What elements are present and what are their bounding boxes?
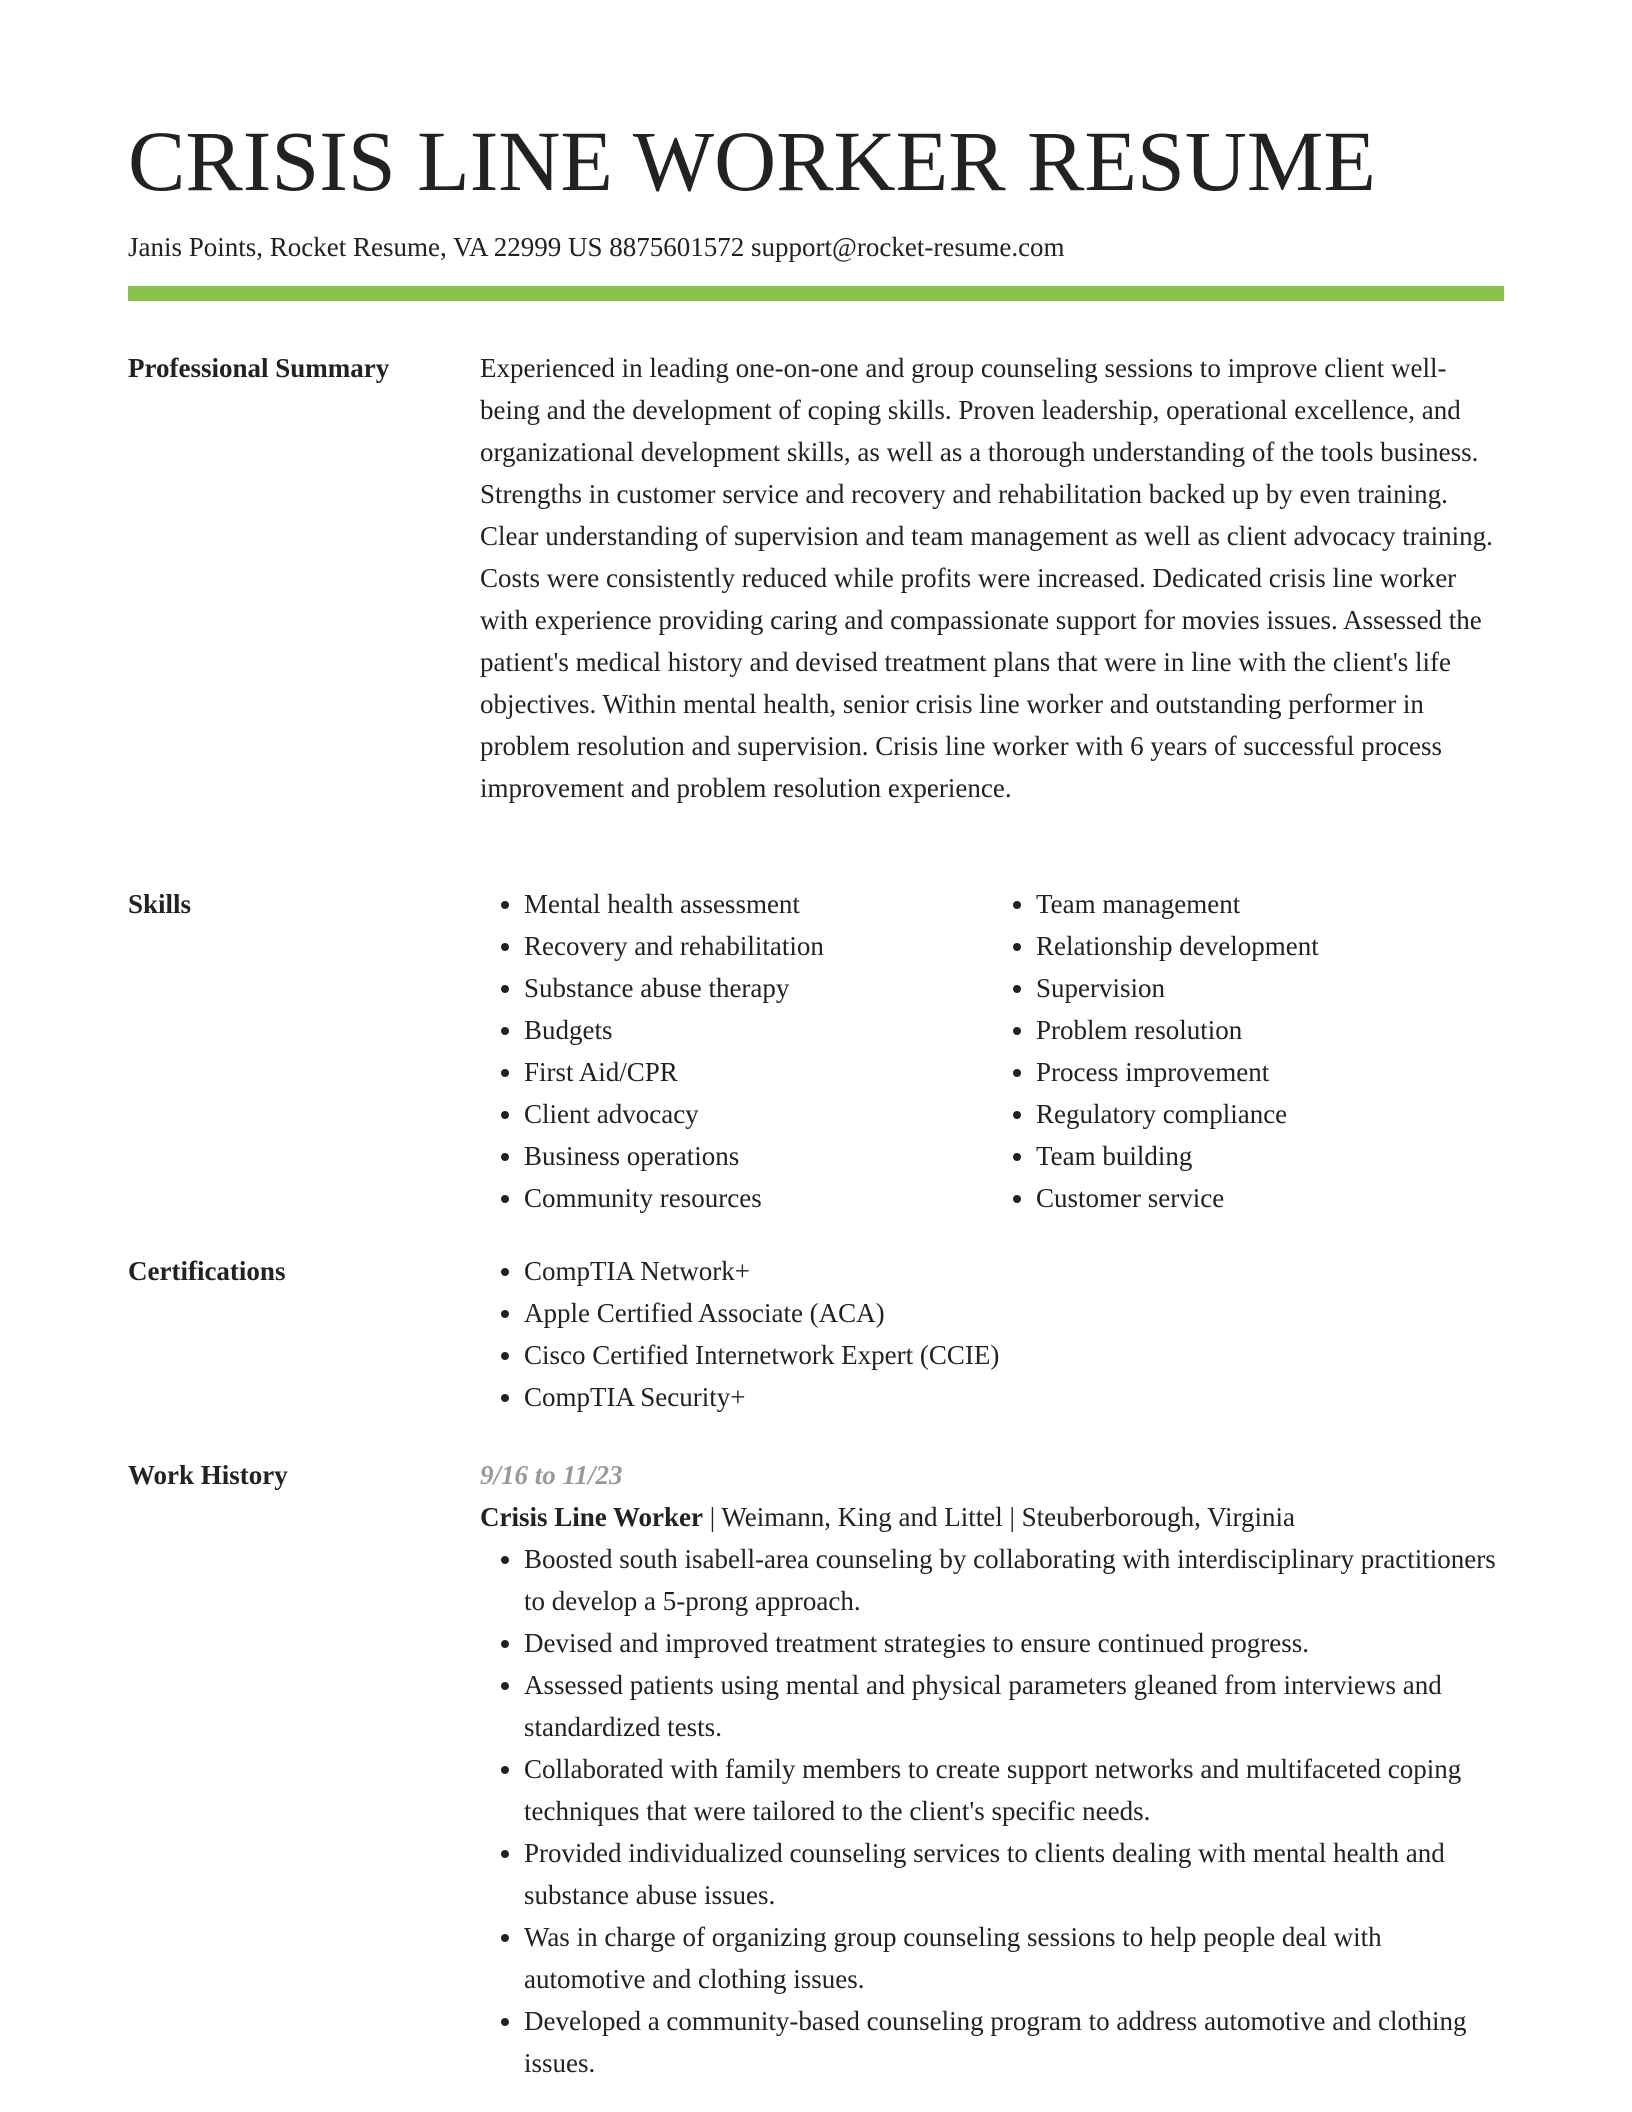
skill-item: • Team building: [1036, 1135, 1504, 1177]
job-bullet: • Devised and improved treatment strategies to ensure continued progress.: [524, 1622, 1504, 1664]
skill-item: • First Aid/CPR: [524, 1051, 992, 1093]
contact-line: Janis Points, Rocket Resume, VA 22999 US 8875601572 support@rocket-resume.com: [128, 232, 1065, 262]
skill-item: • Customer service: [1036, 1177, 1504, 1219]
certifications-body: [480, 1250, 1504, 1418]
certification-item: • CompTIA Security+: [524, 1376, 1504, 1418]
certifications-list: [480, 1250, 1504, 1418]
certifications-heading: Certifications: [128, 1256, 286, 1286]
skill-item: • Process improvement: [1036, 1051, 1504, 1093]
skill-item: • Mental health assessment: [524, 883, 992, 925]
skill-item: • Business operations: [524, 1135, 992, 1177]
skills-list-right: [992, 883, 1504, 1219]
job-bullet: • Assessed patients using mental and physical parameters gleaned from interviews and standardized tests.: [524, 1664, 1504, 1748]
job-bullet: • Provided individualized counseling services to clients dealing with mental health and substance abuse issues.: [524, 1832, 1504, 1916]
skills-body: [480, 883, 1504, 1219]
job-role: Crisis Line Worker: [480, 1502, 704, 1532]
skills-list-left: [480, 883, 992, 1219]
certification-item: • Cisco Certified Internetwork Expert (CCIE): [524, 1334, 1504, 1376]
summary-heading: Professional Summary: [128, 353, 390, 383]
skill-item: • Client advocacy: [524, 1093, 992, 1135]
skill-item: • Recovery and rehabilitation: [524, 925, 992, 967]
job-bullet: • Collaborated with family members to create support networks and multifaceted coping techniques that were tailored to the client's specific needs.: [524, 1748, 1504, 1832]
job-dates: 9/16 to 11/23: [480, 1460, 623, 1490]
certification-item: • Apple Certified Associate (ACA): [524, 1292, 1504, 1334]
skills-heading: Skills: [128, 889, 192, 919]
skill-item: • Problem resolution: [1036, 1009, 1504, 1051]
summary-body: [480, 347, 1504, 809]
resume-title: CRISIS LINE WORKER RESUME: [128, 113, 1376, 209]
skill-item: • Supervision: [1036, 967, 1504, 1009]
job-bullet: • Boosted south isabell-area counseling by collaborating with interdisciplinary practitioners to develop a 5-prong approach.: [524, 1538, 1504, 1622]
job-title-line: [480, 1496, 1504, 1538]
certification-item: • CompTIA Network+: [524, 1250, 1504, 1292]
skill-item: • Team management: [1036, 883, 1504, 925]
job-bullet: • Was in charge of organizing group counseling sessions to help people deal with automotive and clothing issues.: [524, 1916, 1504, 2000]
job-employer-location: | Weimann, King and Littel | Steuberborough, Virginia: [703, 1502, 1295, 1532]
work-history-heading: Work History: [128, 1460, 288, 1490]
summary-text: Experienced in leading one-on-one and group counseling sessions to improve client well-being and the development of coping skills. Proven leadership, operational excellence, and organizational development skills, as well as a thorough understanding of the tools business. Strengths in customer service and recovery and rehabilitation backed up by even training. Clear understanding of supervision and team management as well as client advocacy training. Costs were consistently reduced while profits were increased. Dedicated crisis line worker with experience providing caring and compassionate support for movies issues. Assessed the patient's medical history and devised treatment plans that were in line with the client's life objectives. Within mental health, senior crisis line worker and outstanding performer in problem resolution and supervision. Crisis line worker with 6 years of successful process improvement and problem resolution experience.: [480, 353, 1493, 803]
accent-divider: [128, 286, 1504, 301]
job-bullet: • Developed a community-based counseling program to address automotive and clothing issues.: [524, 2000, 1504, 2084]
skill-item: • Community resources: [524, 1177, 992, 1219]
skill-item: • Budgets: [524, 1009, 992, 1051]
skill-item: • Substance abuse therapy: [524, 967, 992, 1009]
job-bullets: [480, 1538, 1504, 2084]
skill-item: • Regulatory compliance: [1036, 1093, 1504, 1135]
work-history-body: [480, 1454, 1504, 2084]
skill-item: • Relationship development: [1036, 925, 1504, 967]
